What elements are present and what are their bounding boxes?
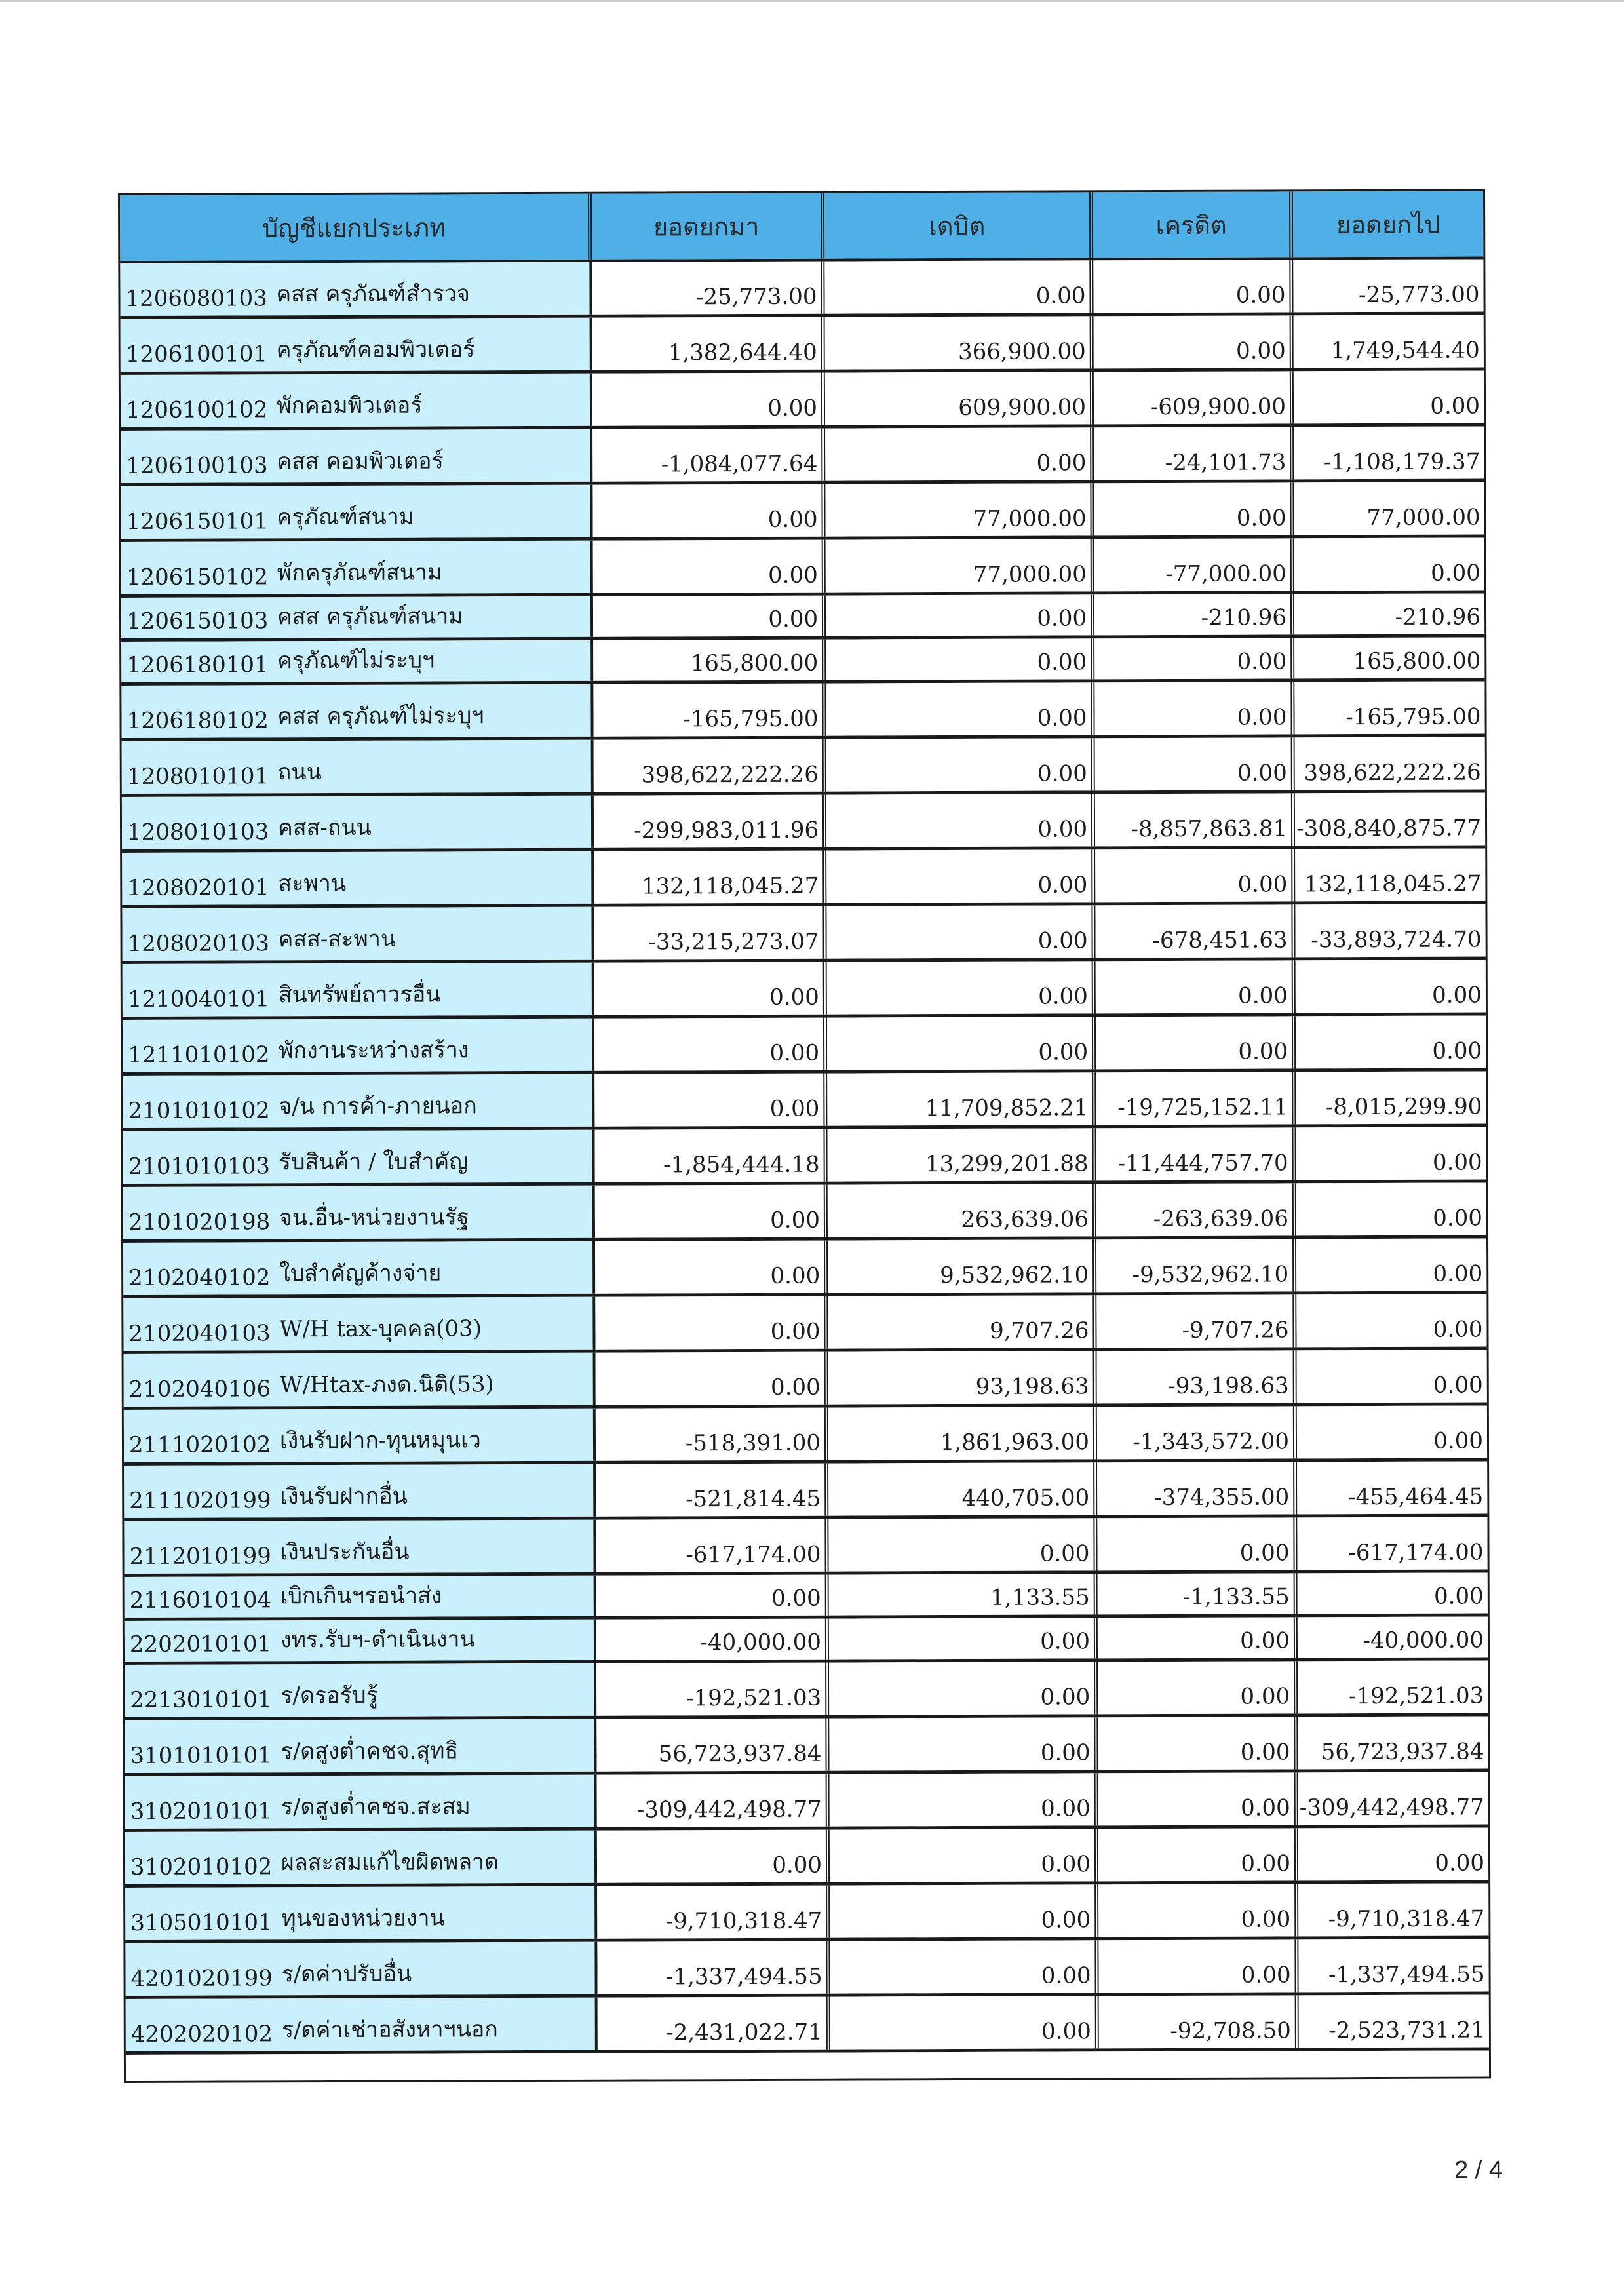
account-code: 1206180102	[126, 707, 269, 734]
carried-forward-cell: -25,773.00	[1293, 259, 1483, 312]
debit-cell: 366,900.00	[825, 316, 1094, 369]
account-code: 2111020199	[129, 1487, 271, 1514]
carried-forward-cell: -165,795.00	[1294, 681, 1484, 734]
account-name: คสส ครุภัณฑ์ไม่ระบุฯ	[277, 703, 484, 730]
debit-cell: 609,900.00	[825, 372, 1094, 425]
account-code: 2102040106	[128, 1376, 271, 1403]
account-code: 3102010102	[130, 1854, 273, 1880]
credit-cell: -92,708.50	[1099, 1995, 1299, 2048]
table-row	[120, 259, 1483, 319]
account-name: ร/ดรอรับรู้	[280, 1682, 378, 1709]
account-code: 1208020101	[127, 874, 269, 901]
account-cell	[124, 1464, 596, 1518]
account-name: ครุภัณฑ์สนาม	[277, 503, 414, 531]
account-name: สะพาน	[278, 870, 347, 897]
account-cell	[125, 1831, 597, 1884]
carried-forward-cell: 0.00	[1296, 1015, 1486, 1068]
account-cell	[125, 1775, 597, 1829]
table-footer-space	[126, 2050, 1489, 2081]
carried-forward-cell: -308,840,875.77	[1295, 792, 1485, 846]
brought-forward-cell: -617,174.00	[596, 1519, 828, 1572]
credit-cell: -93,198.63	[1097, 1350, 1297, 1403]
table-row	[122, 792, 1485, 853]
account-cell	[121, 374, 592, 427]
brought-forward-cell: 0.00	[596, 1352, 828, 1405]
account-cell	[125, 1663, 596, 1717]
account-code: 2101010102	[128, 1097, 270, 1124]
scan-top-edge	[0, 0, 1624, 2]
brought-forward-cell: 132,118,045.27	[594, 851, 826, 904]
brought-forward-cell: -521,814.45	[596, 1464, 828, 1517]
account-name: งทร.รับฯ-ดำเนินงาน	[280, 1626, 475, 1654]
carried-forward-cell: 132,118,045.27	[1295, 848, 1485, 901]
header-account: บัญชีแยกประเภท	[120, 194, 592, 261]
account-code: 2101020198	[128, 1209, 271, 1235]
brought-forward-cell: 165,800.00	[593, 640, 826, 681]
carried-forward-cell: -1,337,494.55	[1298, 1939, 1488, 1992]
carried-forward-cell: 398,622,222.26	[1295, 737, 1485, 790]
header-credit: เครดิต	[1093, 191, 1293, 258]
carried-forward-cell: 56,723,937.84	[1298, 1716, 1488, 1769]
table-header-row	[120, 191, 1483, 263]
brought-forward-cell: -1,337,494.55	[597, 1941, 830, 1994]
account-name: ถนน	[277, 759, 322, 786]
carried-forward-cell: 1,749,544.40	[1294, 315, 1484, 368]
debit-cell: 93,198.63	[828, 1351, 1097, 1404]
account-cell	[125, 1719, 596, 1773]
credit-cell: 0.00	[1094, 315, 1294, 368]
account-code: 1206100103	[126, 452, 268, 479]
carried-forward-cell: -1,108,179.37	[1294, 426, 1484, 479]
brought-forward-cell: 0.00	[595, 1296, 828, 1350]
credit-cell: 0.00	[1095, 849, 1295, 902]
account-cell	[121, 429, 592, 483]
carried-forward-cell: -9,710,318.47	[1298, 1883, 1488, 1936]
debit-cell: 0.00	[829, 1662, 1098, 1715]
credit-cell: 0.00	[1098, 1772, 1298, 1825]
account-cell	[123, 1241, 595, 1295]
debit-cell: 0.00	[826, 682, 1094, 735]
account-name: ผลสะสมแก้ไขผิดพลาด	[280, 1849, 499, 1876]
debit-cell: 1,861,963.00	[828, 1407, 1097, 1460]
brought-forward-cell: 1,382,644.40	[592, 317, 825, 370]
account-code: 1206100102	[125, 397, 268, 423]
table-row	[121, 426, 1484, 486]
account-name: จ/น การค้า-ภายนอก	[279, 1093, 477, 1120]
debit-cell: 263,639.06	[828, 1184, 1096, 1237]
table-row	[125, 1883, 1488, 1943]
account-code: 1206080103	[125, 285, 267, 312]
account-code: 3101010101	[130, 1742, 272, 1769]
carried-forward-cell: -210.96	[1294, 593, 1484, 634]
account-name: ร/ดสูงต่ำคชจ.สุทธิ	[280, 1738, 459, 1765]
credit-cell: -24,101.73	[1094, 427, 1294, 480]
carried-forward-cell: -2,523,731.21	[1299, 1994, 1489, 2048]
carried-forward-cell: -192,521.03	[1298, 1660, 1488, 1713]
account-name: ทุนของหน่วยงาน	[281, 1905, 445, 1932]
table-row	[125, 1939, 1488, 1999]
brought-forward-cell: -25,773.00	[592, 262, 824, 315]
debit-cell: 0.00	[827, 1017, 1096, 1070]
account-cell	[121, 541, 593, 594]
carried-forward-cell: 77,000.00	[1294, 482, 1484, 535]
account-cell	[125, 1620, 596, 1662]
debit-cell: 0.00	[827, 961, 1096, 1014]
debit-cell: 9,532,962.10	[828, 1239, 1096, 1293]
account-cell	[125, 1886, 597, 1940]
carried-forward-cell: 0.00	[1296, 1127, 1486, 1180]
account-name: คสส คอมพิวเตอร์	[277, 448, 444, 475]
account-name: พักคอมพิวเตอร์	[276, 392, 423, 419]
debit-cell: 0.00	[826, 638, 1094, 680]
credit-cell: -11,444,757.70	[1096, 1127, 1296, 1180]
account-name: พักครุภัณฑ์สนาม	[277, 559, 442, 587]
account-name: ครุภัณฑ์คอมพิวเตอร์	[276, 336, 475, 364]
account-cell	[122, 851, 594, 905]
header-carried-forward: ยอดยกไป	[1293, 191, 1483, 257]
credit-cell: 0.00	[1098, 1939, 1298, 1993]
carried-forward-cell: -40,000.00	[1298, 1616, 1488, 1658]
debit-cell: 0.00	[830, 1829, 1098, 1882]
carried-forward-cell: 165,800.00	[1294, 637, 1484, 678]
account-cell	[124, 1353, 596, 1407]
account-name: ร/ดสูงต่ำคชจ.สะสม	[280, 1793, 471, 1821]
account-name: พักงานระหว่างสร้าง	[279, 1037, 469, 1064]
table-row	[123, 1182, 1486, 1243]
account-code: 2112010199	[129, 1543, 271, 1570]
credit-cell: 0.00	[1098, 1828, 1298, 1881]
account-name: คสส ครุภัณฑ์สนาม	[277, 603, 463, 631]
brought-forward-cell: 0.00	[595, 1185, 828, 1238]
credit-cell: -609,900.00	[1094, 371, 1294, 424]
carried-forward-cell: 0.00	[1297, 1350, 1487, 1403]
account-cell	[126, 1998, 598, 2051]
debit-cell: 13,299,201.88	[827, 1128, 1096, 1181]
credit-cell: 0.00	[1098, 1661, 1298, 1714]
credit-cell: 0.00	[1096, 1016, 1296, 1069]
debit-cell: 9,707.26	[828, 1295, 1096, 1348]
credit-cell: -9,707.26	[1096, 1294, 1296, 1348]
credit-cell: -263,639.06	[1096, 1183, 1296, 1236]
table-row	[123, 960, 1486, 1020]
table-row	[123, 1071, 1486, 1131]
table-body	[120, 259, 1489, 2055]
debit-cell: 0.00	[830, 1884, 1098, 1937]
brought-forward-cell: 0.00	[596, 1575, 829, 1616]
brought-forward-cell: 0.00	[592, 484, 825, 537]
account-cell	[121, 318, 592, 372]
account-code: 2202010101	[129, 1631, 272, 1658]
account-cell	[121, 596, 593, 638]
account-code: 2101010103	[128, 1153, 271, 1180]
brought-forward-cell: -309,442,498.77	[597, 1774, 830, 1827]
account-name: คสส-สะพาน	[278, 925, 396, 953]
debit-cell: 0.00	[826, 738, 1095, 791]
table-row	[121, 593, 1484, 642]
credit-cell: 0.00	[1098, 1717, 1298, 1770]
table-row	[125, 1572, 1488, 1621]
table-row	[122, 848, 1485, 908]
account-cell	[123, 963, 594, 1017]
debit-cell: 0.00	[829, 1618, 1098, 1659]
account-name: เงินรับฝาก-ทุนหมุนเว	[279, 1427, 481, 1454]
carried-forward-cell: 0.00	[1298, 1572, 1488, 1614]
table-row	[122, 904, 1485, 964]
account-code: 1208020103	[127, 930, 269, 957]
brought-forward-cell: -1,084,077.64	[592, 429, 825, 482]
credit-cell: 0.00	[1098, 1884, 1298, 1937]
table-row	[123, 1294, 1486, 1354]
credit-cell: 0.00	[1093, 260, 1293, 313]
account-code: 1208010103	[127, 819, 269, 846]
credit-cell: -8,857,863.81	[1095, 793, 1295, 846]
account-name: ใบสำคัญค้างจ่าย	[279, 1260, 442, 1287]
credit-cell: 0.00	[1094, 638, 1294, 679]
brought-forward-cell: 0.00	[594, 1018, 827, 1071]
account-cell	[123, 1130, 594, 1184]
table-row	[125, 1772, 1488, 1832]
credit-cell: 0.00	[1094, 482, 1294, 535]
brought-forward-cell: -1,854,444.18	[594, 1129, 827, 1182]
trial-balance-table	[118, 189, 1491, 2083]
table-row	[123, 1015, 1486, 1076]
account-name: ร/ดค่าปรับอื่น	[281, 1960, 412, 1988]
account-cell	[122, 796, 594, 849]
brought-forward-cell: 0.00	[594, 1074, 827, 1127]
carried-forward-cell: -309,442,498.77	[1298, 1772, 1488, 1825]
account-cell	[121, 485, 592, 539]
debit-cell: 0.00	[826, 594, 1094, 636]
account-cell	[123, 1074, 594, 1128]
account-code: 4202020102	[130, 2021, 273, 2048]
brought-forward-cell: -518,391.00	[596, 1408, 828, 1461]
account-name: รับสินค้า / ใบสำคัญ	[279, 1148, 469, 1176]
account-cell	[124, 1409, 596, 1462]
brought-forward-cell: 398,622,222.26	[594, 739, 826, 792]
account-name: คสส ครุภัณฑ์สำรวจ	[276, 281, 470, 308]
account-code: 1206150103	[126, 608, 269, 634]
carried-forward-cell: 0.00	[1298, 1827, 1488, 1880]
debit-cell: 77,000.00	[825, 483, 1094, 536]
table-row	[123, 1127, 1486, 1187]
credit-cell: 0.00	[1096, 960, 1296, 1013]
carried-forward-cell: 0.00	[1296, 960, 1486, 1013]
debit-cell: 0.00	[829, 1717, 1098, 1770]
table-row	[126, 1994, 1489, 2055]
carried-forward-cell: -617,174.00	[1297, 1517, 1487, 1570]
brought-forward-cell: -40,000.00	[596, 1619, 829, 1660]
account-cell	[122, 907, 594, 961]
account-code: 3102010101	[130, 1798, 273, 1825]
brought-forward-cell: -192,521.03	[596, 1663, 829, 1716]
brought-forward-cell: -299,983,011.96	[594, 795, 826, 848]
account-cell	[122, 740, 594, 794]
debit-cell: 0.00	[826, 849, 1095, 903]
account-cell	[123, 1019, 594, 1072]
account-code: 2213010101	[130, 1686, 272, 1713]
account-cell	[123, 1297, 595, 1351]
credit-cell: -9,532,962.10	[1096, 1239, 1296, 1292]
brought-forward-cell: 0.00	[593, 596, 826, 637]
account-code: 2111020102	[128, 1431, 271, 1458]
account-cell	[120, 262, 592, 316]
account-name: ครุภัณฑ์ไม่ระบุฯ	[277, 647, 435, 674]
account-name: W/Htax-ภงด.นิติ(53)	[279, 1371, 494, 1399]
carried-forward-cell: 0.00	[1296, 1238, 1486, 1291]
brought-forward-cell: -9,710,318.47	[597, 1886, 830, 1939]
header-debit: เดบิต	[824, 192, 1093, 258]
credit-cell: -77,000.00	[1094, 538, 1294, 591]
debit-cell: 0.00	[826, 905, 1095, 958]
debit-cell: 0.00	[830, 1940, 1098, 1993]
debit-cell: 0.00	[830, 1996, 1099, 2049]
debit-cell: 77,000.00	[826, 539, 1094, 592]
brought-forward-cell: 0.00	[597, 1830, 830, 1883]
header-brought-forward: ยอดยกมา	[592, 193, 824, 260]
account-code: 2102040103	[128, 1320, 271, 1347]
table-row	[125, 1827, 1488, 1888]
brought-forward-cell: -33,215,273.07	[594, 906, 826, 960]
brought-forward-cell: -2,431,022.71	[598, 1997, 830, 2050]
table-row	[121, 637, 1484, 686]
credit-cell: -374,355.00	[1097, 1462, 1297, 1515]
table-row	[124, 1517, 1487, 1577]
account-name: เบิกเกินฯรอนำส่ง	[280, 1582, 442, 1610]
credit-cell: -19,725,152.11	[1096, 1072, 1296, 1125]
brought-forward-cell: 0.00	[593, 540, 826, 593]
table-row	[121, 482, 1484, 542]
account-name: สินทรัพย์ถาวรอื่น	[278, 981, 441, 1009]
account-code: 2102040102	[128, 1264, 271, 1291]
credit-cell: -678,451.63	[1095, 904, 1295, 958]
carried-forward-cell: 0.00	[1294, 537, 1484, 591]
brought-forward-cell: 0.00	[594, 962, 827, 1015]
table-row	[121, 315, 1484, 375]
table-row	[121, 537, 1484, 598]
account-cell	[125, 1576, 596, 1618]
carried-forward-cell: -33,893,724.70	[1295, 904, 1485, 957]
account-code: 1210040101	[127, 986, 270, 1013]
table-row	[124, 1461, 1487, 1521]
debit-cell: 11,709,852.21	[827, 1072, 1096, 1125]
account-code: 1211010102	[128, 1041, 270, 1068]
account-name: เงินประกันอื่น	[280, 1538, 410, 1566]
account-name: คสส-ถนน	[277, 814, 372, 842]
debit-cell: 0.00	[824, 260, 1093, 313]
table-row	[121, 681, 1484, 741]
account-code: 2116010104	[129, 1587, 272, 1614]
account-code: 4201020199	[130, 1965, 273, 1992]
debit-cell: 0.00	[826, 794, 1095, 847]
credit-cell: 0.00	[1098, 1617, 1298, 1658]
account-cell	[124, 1520, 596, 1574]
account-code: 3105010101	[130, 1909, 273, 1936]
table-row	[125, 1660, 1488, 1720]
carried-forward-cell: 0.00	[1297, 1405, 1487, 1458]
credit-cell: 0.00	[1094, 682, 1294, 735]
carried-forward-cell: 0.00	[1296, 1182, 1486, 1235]
debit-cell: 0.00	[825, 427, 1094, 480]
table-row	[124, 1350, 1487, 1410]
table-row	[121, 370, 1484, 431]
debit-cell: 0.00	[828, 1518, 1097, 1571]
account-cell	[121, 640, 593, 682]
table-row	[123, 1238, 1486, 1298]
page-number: 2 / 4	[1454, 2156, 1503, 2184]
debit-cell: 0.00	[830, 1773, 1098, 1826]
account-code: 1206100101	[125, 341, 268, 368]
account-cell	[123, 1186, 595, 1239]
account-name: จน.อื่น-หน่วยงานรัฐ	[279, 1204, 469, 1232]
debit-cell: 1,133.55	[829, 1574, 1098, 1615]
credit-cell: 0.00	[1095, 737, 1295, 790]
account-name: ร/ดค่าเช่าอสังหาฯนอก	[281, 2016, 498, 2044]
brought-forward-cell: 0.00	[592, 373, 825, 426]
table-row	[125, 1616, 1488, 1665]
account-code: 1206180101	[126, 651, 269, 678]
carried-forward-cell: -8,015,299.90	[1296, 1071, 1486, 1124]
account-cell	[125, 1942, 597, 1996]
carried-forward-cell: -455,464.45	[1297, 1461, 1487, 1514]
account-code: 1208010101	[126, 763, 269, 790]
account-name: W/H tax-บุคคล(03)	[279, 1315, 482, 1343]
account-code: 1206150102	[126, 564, 269, 591]
carried-forward-cell: 0.00	[1296, 1294, 1486, 1347]
table-row	[125, 1716, 1488, 1776]
brought-forward-cell: 56,723,937.84	[596, 1719, 829, 1772]
credit-cell: 0.00	[1097, 1517, 1297, 1570]
account-code: 1206150101	[126, 508, 268, 535]
carried-forward-cell: 0.00	[1294, 370, 1484, 423]
table-row	[124, 1405, 1487, 1466]
table-row	[122, 737, 1485, 797]
account-cell	[121, 684, 593, 738]
brought-forward-cell: 0.00	[595, 1241, 828, 1294]
credit-cell: -210.96	[1094, 594, 1294, 635]
credit-cell: -1,343,572.00	[1097, 1406, 1297, 1459]
brought-forward-cell: -165,795.00	[593, 684, 826, 737]
credit-cell: -1,133.55	[1098, 1573, 1298, 1614]
account-name: เงินรับฝากอื่น	[280, 1483, 408, 1510]
debit-cell: 440,705.00	[828, 1462, 1097, 1515]
